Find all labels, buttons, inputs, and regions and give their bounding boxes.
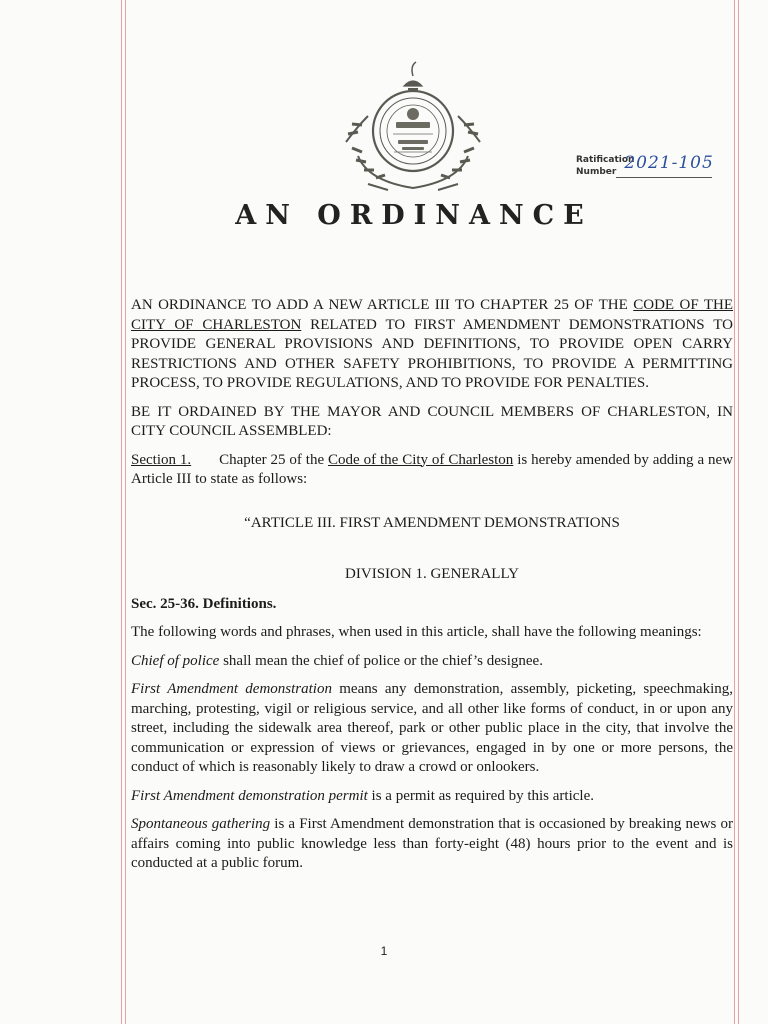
definition-item [131, 815, 733, 874]
definitions-intro: The following words and phrases, when used in this article, shall have the following meanings: [131, 624, 702, 640]
section-heading: Sec. 25-36. Definitions. [131, 595, 277, 612]
number-label: Number [576, 167, 617, 177]
section-1 [131, 451, 733, 490]
definition-text: shall mean the chief of police or the chief’s designee. [219, 652, 543, 669]
section-text: Chapter 25 of the [219, 451, 329, 468]
definition-item [131, 652, 733, 672]
right-margin-line [738, 0, 739, 1024]
ratification-label: Ratification [576, 155, 635, 165]
definition-term: Spontaneous gathering [131, 816, 271, 832]
preamble-text: RELATED TO FIRST AMENDMENT DEMONSTRATIONS TO PROVIDE GENERAL PROVISIONS AND DEFINITIONS, TO PROVIDE OPEN CARRY RESTRICTIONS AND OTHER SAFETY PROHIBITIONS, TO PROVIDE A PERMITTING PROCESS, TO PROVIDE REGULATIONS, AND TO PROVIDE FOR PENALTIES. [131, 316, 733, 391]
ratification-block [576, 154, 712, 178]
division-heading: DIVISION 1. GENERALLY [345, 566, 519, 582]
definition-text: is a First Amendment demonstration that is occasioned by breaking news or affairs coming into public knowledge less than forty-eight (48) hours prior to the event and is conducted at a public forum. [131, 816, 734, 871]
ratification-number: 2021-105 [624, 153, 714, 173]
article-heading: “ARTICLE III. FIRST AMENDMENT DEMONSTRATIONS [244, 514, 620, 531]
number-line [616, 153, 714, 178]
definition-text: is a permit as required by this article. [367, 787, 594, 804]
section-label: Section 1. [131, 451, 192, 468]
page-number: 1 [380, 944, 388, 958]
enacting-clause: BE IT ORDAINED BY THE MAYOR AND COUNCIL MEMBERS OF CHARLESTON, IN CITY COUNCIL ASSEMBLED: [131, 403, 733, 439]
definition-item [131, 787, 733, 807]
page-title: AN ORDINANCE [235, 200, 593, 231]
preamble-text: AN ORDINANCE TO ADD A NEW ARTICLE III TO CHAPTER 25 OF THE [131, 297, 634, 313]
definition-text: means any demonstration, assembly, picketing, speechmaking, marching, protesting, vigil or religious service, and all other like forms of conduct, in or upon any street, including the sidewalk area thereof, park or other public place in the city, that involve the communication or expression of views or grievances, engaged in by one or more persons, the conduct of which is reasonably likely to draw a crowd or onlookers. [131, 681, 733, 775]
section-text: is hereby amended by adding a new Article III to state as follows: [131, 451, 733, 487]
section-code-ref: Code of the City of Charleston [328, 451, 514, 468]
left-margin-line [121, 0, 122, 1024]
definition-term: Chief of police [131, 652, 220, 669]
preamble [131, 296, 733, 394]
left-margin-line [125, 0, 126, 1024]
right-margin-line [734, 0, 735, 1024]
document-body [131, 296, 733, 883]
definition-term: First Amendment demonstration [131, 681, 332, 697]
city-seal-icon [338, 56, 488, 196]
definition-item [131, 680, 733, 778]
preamble-code-ref: CODE OF THE CITY OF CHARLESTON [131, 297, 733, 333]
definition-term: First Amendment demonstration permit [131, 787, 368, 804]
